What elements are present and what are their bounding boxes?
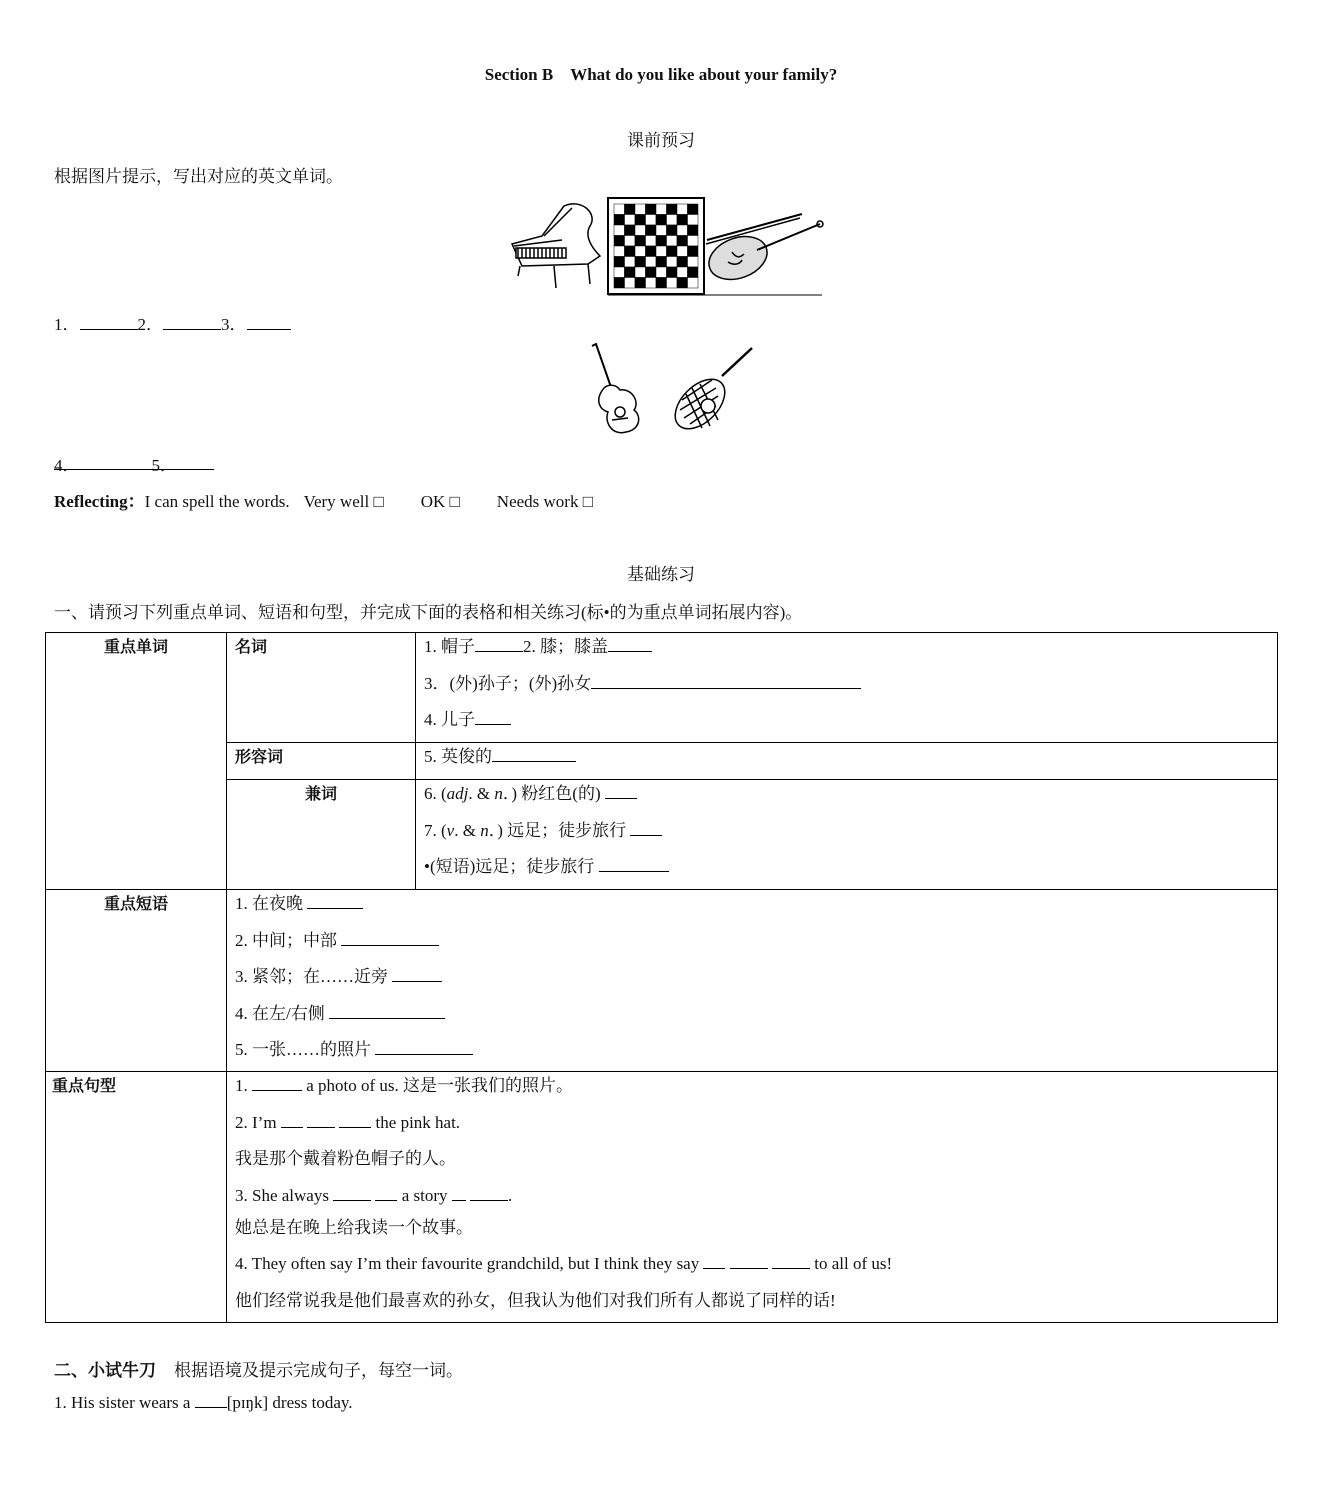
label-3: 3．	[221, 315, 247, 334]
preview-heading: 课前预习	[627, 131, 695, 150]
blank-knee[interactable]	[608, 637, 652, 652]
blank-q1[interactable]	[195, 1393, 227, 1408]
blank-3[interactable]	[247, 315, 291, 330]
phrases-label: 重点短语	[103, 894, 168, 913]
question-1-post: [pɪŋk] dress today.	[226, 1393, 353, 1412]
noun-item-2: 2. 膝；膝盖	[523, 637, 608, 656]
basic-instruction: 一、请预习下列重点单词、短语和句型，并完成下面的表格和相关练习(标•的为重点单词拓展内容)。	[54, 603, 803, 622]
item7-pre: 7. (	[424, 820, 447, 840]
blank-handsome[interactable]	[492, 747, 576, 762]
violin-icon	[703, 214, 823, 287]
sentence-3-cn: 她总是在晚上给我读一个故事。	[235, 1217, 473, 1237]
noun-label-cell	[227, 633, 416, 743]
preview-instruction: 根据图片提示，写出对应的英文单词。	[54, 167, 343, 186]
words-cell	[46, 633, 227, 890]
noun-item-1: 1. 帽子	[424, 637, 475, 656]
blank-grandchild[interactable]	[591, 674, 861, 689]
blank-hat[interactable]	[475, 637, 523, 652]
label-1: 1．	[54, 315, 80, 334]
adj-label-cell	[227, 743, 416, 780]
sentence-2-cn: 我是那个戴着粉色帽子的人。	[235, 1149, 456, 1168]
blank-2[interactable]	[163, 315, 221, 330]
item7-post: ．) 远足；徒步旅行	[488, 820, 627, 840]
answer-row-2	[54, 451, 214, 475]
label-5: 5．	[151, 456, 177, 475]
noun-item-4: 4. 儿子	[424, 710, 475, 729]
sentence-1-pre: 1.	[235, 1076, 248, 1095]
item8: •(短语)远足；徒步旅行	[424, 857, 595, 876]
blank-s3-d[interactable]	[470, 1186, 508, 1201]
blank-son[interactable]	[475, 710, 511, 725]
blank-s3-b[interactable]	[375, 1186, 397, 1201]
basic-heading: 基础练习	[627, 565, 695, 584]
question-1-pre: 1. His sister wears a	[54, 1393, 191, 1412]
reflecting-label: Reflecting：	[54, 492, 145, 511]
blank-1[interactable]	[80, 315, 138, 330]
sentence-2-post: the pink hat.	[375, 1112, 461, 1132]
option-ok[interactable]: OK □	[420, 492, 460, 511]
section2-instruction: 根据语境及提示完成句子，每空一词。	[174, 1361, 463, 1380]
sentence-4-post: to all of us!	[814, 1254, 893, 1273]
sentence-3-pre: 3. She always	[235, 1185, 329, 1205]
item7-v: v	[446, 820, 455, 840]
sentences-label: 重点句型	[52, 1076, 117, 1095]
phrase-4: 4. 在左/右侧	[235, 1003, 325, 1023]
blank-s2-a[interactable]	[281, 1113, 303, 1128]
sentence-4-pre: 4. They often say I’m their favourite grandchild, but I think they say	[235, 1254, 700, 1273]
blank-s2-c[interactable]	[339, 1113, 371, 1128]
tennis-racket-icon	[666, 348, 752, 438]
phrase-2: 2. 中间；中部	[235, 930, 337, 950]
option-needs-work[interactable]: Needs work □	[496, 492, 593, 511]
adj-item-5: 5. 英俊的	[424, 747, 492, 766]
blank-s4-c[interactable]	[772, 1254, 810, 1269]
reflecting-text: I can spell the words.	[144, 492, 290, 511]
item6-mid: . &	[468, 784, 495, 803]
section2-heading: 二、小试牛刀	[54, 1361, 156, 1381]
blank-phrase-5[interactable]	[375, 1040, 473, 1055]
multi-label-cell	[227, 780, 416, 890]
vocab-table	[45, 632, 1278, 1323]
sentence-3-post: .	[508, 1185, 513, 1205]
blank-s4-b[interactable]	[730, 1254, 768, 1269]
adj-label: 形容词	[235, 747, 284, 766]
multi-label: 兼词	[304, 784, 337, 803]
item7-n: n	[480, 820, 489, 840]
phrases-cell	[46, 890, 227, 1072]
item6-adj: adj	[446, 784, 469, 803]
blank-s2-b[interactable]	[307, 1113, 335, 1128]
adj-items-cell	[416, 743, 1278, 780]
blank-phrase-2[interactable]	[341, 931, 439, 946]
sentence-4-cn: 他们经常说我是他们最喜欢的孙女，但我认为他们对我们所有人都说了同样的话!	[235, 1290, 836, 1310]
blank-hike[interactable]	[630, 821, 662, 836]
chessboard-icon	[608, 198, 704, 294]
phrase-5: 5. 一张……的照片	[235, 1040, 371, 1059]
sentence-1-post: a photo of us. 这是一张我们的照片。	[306, 1076, 574, 1095]
item6-post: ．) 粉红色(的)	[502, 784, 601, 803]
blank-pink[interactable]	[605, 784, 637, 799]
blank-phrase-4[interactable]	[329, 1004, 445, 1019]
sentence-2-pre: 2. I’m	[235, 1112, 277, 1132]
option-very-well[interactable]: Very well □	[303, 492, 384, 511]
guitar-icon	[592, 344, 639, 433]
noun-item-3: 3．(外)孙子；(外)孙女	[424, 673, 592, 693]
item6-n: n	[494, 784, 503, 803]
words-label: 重点单词	[103, 637, 168, 656]
question-1	[54, 1393, 353, 1413]
blank-phrase-3[interactable]	[392, 967, 442, 982]
sentence-3-mid: a story	[401, 1185, 448, 1205]
blank-s3-a[interactable]	[333, 1186, 371, 1201]
phrase-1: 1. 在夜晚	[235, 894, 303, 913]
phrases-items-cell	[227, 890, 1278, 1072]
blank-phrase-1[interactable]	[307, 894, 363, 909]
blank-s3-c[interactable]	[452, 1186, 466, 1201]
item6-pre: 6. (	[424, 784, 447, 803]
section2-line	[54, 1356, 463, 1381]
noun-items-cell	[416, 633, 1278, 743]
page-title: Section B What do you like about your family?	[484, 65, 838, 84]
picture-row-1	[502, 196, 827, 298]
blank-s4-a[interactable]	[703, 1254, 725, 1269]
picture-row-2	[582, 340, 762, 440]
blank-s1[interactable]	[252, 1076, 302, 1091]
piano-icon	[512, 204, 600, 288]
phrase-3: 3. 紧邻；在……近旁	[235, 967, 388, 986]
noun-label: 名词	[235, 637, 268, 656]
reflecting-line	[54, 487, 593, 512]
blank-go-hiking[interactable]	[599, 857, 669, 872]
label-2: 2．	[137, 315, 163, 334]
multi-items-cell	[416, 780, 1278, 890]
label-4: 4．	[54, 456, 80, 475]
sentences-cell	[46, 1072, 227, 1323]
sentences-items-cell	[227, 1072, 1278, 1323]
answer-row-1	[54, 310, 291, 335]
item7-mid: . &	[454, 820, 481, 840]
